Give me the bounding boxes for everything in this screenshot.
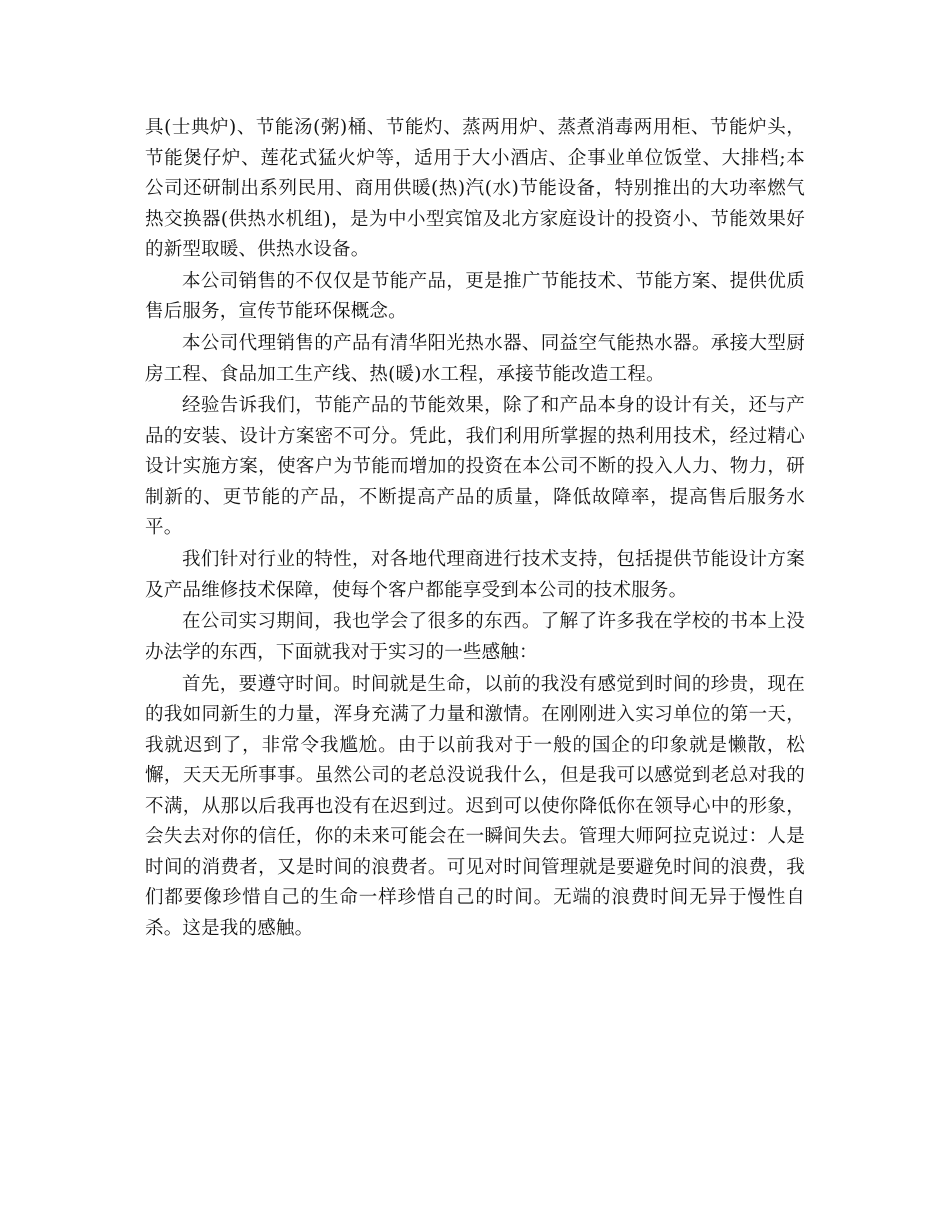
paragraph-agency-products: 本公司代理销售的产品有清华阳光热水器、同益空气能热水器。承接大型厨房工程、食品加工生产线、热(暖)水工程，承接节能改造工程。: [145, 333, 805, 385]
paragraph-technical-support: 我们针对行业的特性，对各地代理商进行技术支持，包括提供节能设计方案及产品维修技术保障，使每个客户都能享受到本公司的技术服务。: [145, 549, 805, 601]
paragraph-experience: 经验告诉我们，节能产品的节能效果，除了和产品本身的设计有关，还与产品的安装、设计方案密不可分。凭此，我们利用所掌握的热利用技术，经过精心设计实施方案，使客户为节能而增加的投资在本公司不断的投入人力、物力，研制新的、更节能的产品，不断提高产品的质量，降低故障率，提高售后服务水平。: [145, 395, 805, 539]
paragraph-internship-intro: 在公司实习期间，我也学会了很多的东西。了解了许多我在学校的书本上没办法学的东西，下面就我对于实习的一些感触：: [145, 611, 805, 663]
paragraph-punctuality: 首先，要遵守时间。时间就是生命，以前的我没有感觉到时间的珍贵，现在的我如同新生的力量，浑身充满了力量和激情。在刚刚进入实习单位的第一天，我就迟到了，非常令我尴尬。由于以前我对于一般的国企的印象就是懒散，松懈，天天无所事事。虽然公司的老总没说我什么，但是我可以感觉到老总对我的不满，从那以后我再也没有在迟到过。迟到可以使你降低你在领导心中的形象，会失去对你的信任，你的未来可能会在一瞬间失去。管理大师阿拉克说过：人是时间的消费者，又是时间的浪费者。可见对时间管理就是要避免时间的浪费，我们都要像珍惜自己的生命一样珍惜自己的时间。无端的浪费时间无异于慢性自杀。这是我的感触。: [145, 673, 805, 939]
paragraph-products-continued: 具(士典炉)、节能汤(粥)桶、节能灼、蒸两用炉、蒸煮消毒两用柜、节能炉头，节能煲仔炉、莲花式猛火炉等，适用于大小酒店、企事业单位饭堂、大排档;本公司还研制出系列民用、商用供暖(热)汽(水)节能设备，特别推出的大功率燃气热交换器(供热水机组)，是为中小型宾馆及北方家庭设计的投资小、节能效果好的新型取暖、供热水设备。: [145, 117, 805, 260]
paragraph-sales-concept: 本公司销售的不仅仅是节能产品，更是推广节能技术、节能方案、提供优质售后服务，宣传节能环保概念。: [145, 270, 805, 323]
document-page: [145, 113, 805, 946]
